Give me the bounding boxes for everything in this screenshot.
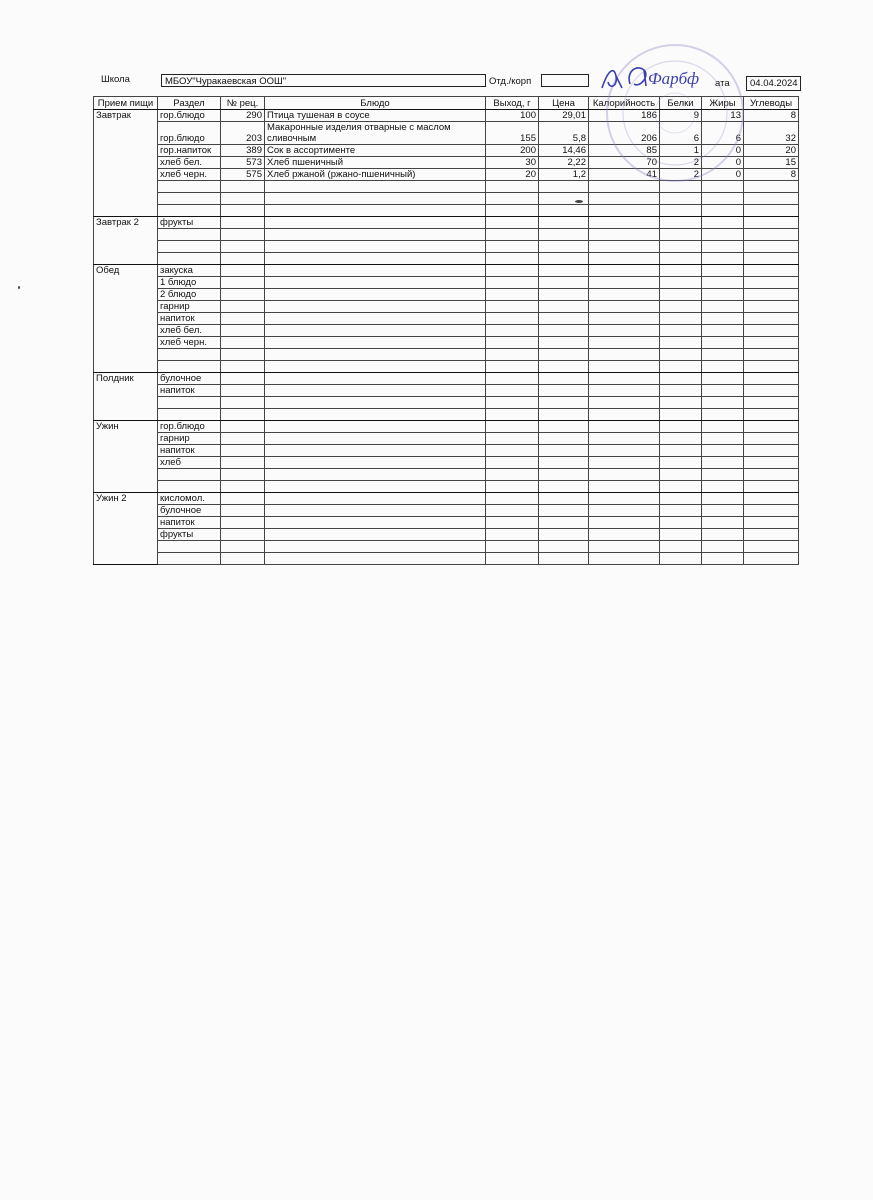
weight-cell: 100 xyxy=(486,110,539,122)
col-meal: Прием пищи xyxy=(94,97,158,110)
carbs-cell: 32 xyxy=(744,122,799,145)
carbs-cell: 15 xyxy=(744,157,799,169)
col-recipe: № рец. xyxy=(221,97,265,110)
table-row xyxy=(94,169,799,181)
table-row xyxy=(94,373,799,385)
table-row xyxy=(94,181,799,193)
dept-field xyxy=(541,74,589,87)
section-cell: булочное xyxy=(158,373,221,385)
table-row xyxy=(94,205,799,217)
col-dish: Блюдо xyxy=(265,97,486,110)
price-cell: 29,01 xyxy=(539,110,589,122)
section-cell: хлеб бел. xyxy=(158,157,221,169)
dish-cell: Макаронные изделия отварные с маслом сливочным xyxy=(265,122,486,145)
section-cell: гор.блюдо xyxy=(158,421,221,433)
table-row xyxy=(94,301,799,313)
table-row xyxy=(94,337,799,349)
table-row xyxy=(94,145,799,157)
signature-text: Фарбф xyxy=(648,69,700,88)
recipe-cell: 389 xyxy=(221,145,265,157)
table-row xyxy=(94,349,799,361)
table-row xyxy=(94,110,799,122)
section-cell: фрукты xyxy=(158,529,221,541)
table-row xyxy=(94,529,799,541)
protein-cell: 9 xyxy=(660,110,702,122)
section-cell: гарнир xyxy=(158,301,221,313)
section-cell: напиток xyxy=(158,445,221,457)
table-row xyxy=(94,493,799,505)
calories-cell: 206 xyxy=(589,122,660,145)
section-cell: напиток xyxy=(158,313,221,325)
calories-cell: 41 xyxy=(589,169,660,181)
calories-cell: 70 xyxy=(589,157,660,169)
fat-cell: 0 xyxy=(702,157,744,169)
section-cell: закуска xyxy=(158,265,221,277)
dish-cell: Сок в ассортименте xyxy=(265,145,486,157)
table-row xyxy=(94,361,799,373)
carbs-cell: 20 xyxy=(744,145,799,157)
table-row xyxy=(94,385,799,397)
section-cell: хлеб черн. xyxy=(158,169,221,181)
date-field: 04.04.2024 xyxy=(746,76,801,91)
dept-label: Отд./корп xyxy=(489,76,532,87)
section-cell: напиток xyxy=(158,517,221,529)
table-row xyxy=(94,469,799,481)
protein-cell: 1 xyxy=(660,145,702,157)
section-cell: фрукты xyxy=(158,217,221,229)
dish-cell: Хлеб ржаной (ржано-пшеничный) xyxy=(265,169,486,181)
section-cell: гор.блюдо xyxy=(158,122,221,145)
section-cell: хлеб xyxy=(158,457,221,469)
ink-smudge xyxy=(575,200,583,203)
section-cell: гор.напиток xyxy=(158,145,221,157)
section-cell: кисломол. xyxy=(158,493,221,505)
table-row xyxy=(94,457,799,469)
table-row xyxy=(94,517,799,529)
meal-lunch: Обед xyxy=(94,265,158,373)
carbs-cell: 8 xyxy=(744,169,799,181)
col-weight: Выход, г xyxy=(486,97,539,110)
col-section: Раздел xyxy=(158,97,221,110)
fat-cell: 6 xyxy=(702,122,744,145)
meal-breakfast: Завтрак xyxy=(94,110,158,217)
scan-dot xyxy=(18,286,20,289)
meal-breakfast-2: Завтрак 2 xyxy=(94,217,158,265)
weight-cell: 200 xyxy=(486,145,539,157)
table-row xyxy=(94,217,799,229)
meal-snack: Полдник xyxy=(94,373,158,421)
signature xyxy=(600,62,720,94)
table-row xyxy=(94,229,799,241)
table-row xyxy=(94,433,799,445)
calories-cell: 85 xyxy=(589,145,660,157)
date-label: ата xyxy=(715,78,730,89)
fat-cell: 13 xyxy=(702,110,744,122)
table-row xyxy=(94,122,799,145)
dish-cell: Хлеб пшеничный xyxy=(265,157,486,169)
table-row xyxy=(94,421,799,433)
section-cell: 2 блюдо xyxy=(158,289,221,301)
col-fat: Жиры xyxy=(702,97,744,110)
weight-cell: 155 xyxy=(486,122,539,145)
section-cell: булочное xyxy=(158,505,221,517)
price-cell: 5,8 xyxy=(539,122,589,145)
protein-cell: 2 xyxy=(660,169,702,181)
school-name-field: МБОУ"Чуракаевская ООШ" xyxy=(161,74,486,87)
table-row xyxy=(94,289,799,301)
table-row xyxy=(94,541,799,553)
table-row xyxy=(94,481,799,493)
table-row xyxy=(94,157,799,169)
table-row xyxy=(94,325,799,337)
recipe-cell: 575 xyxy=(221,169,265,181)
meal-dinner: Ужин xyxy=(94,421,158,493)
menu-table xyxy=(93,96,799,565)
table-row xyxy=(94,241,799,253)
table-row xyxy=(94,505,799,517)
table-row xyxy=(94,253,799,265)
table-row xyxy=(94,193,799,205)
col-carbs: Углеводы xyxy=(744,97,799,110)
section-cell: хлеб бел. xyxy=(158,325,221,337)
recipe-cell: 290 xyxy=(221,110,265,122)
meal-dinner-2: Ужин 2 xyxy=(94,493,158,565)
table-row xyxy=(94,397,799,409)
weight-cell: 20 xyxy=(486,169,539,181)
price-cell: 14,46 xyxy=(539,145,589,157)
price-cell: 1,2 xyxy=(539,169,589,181)
recipe-cell: 203 xyxy=(221,122,265,145)
section-cell: напиток xyxy=(158,385,221,397)
section-cell: гарнир xyxy=(158,433,221,445)
calories-cell: 186 xyxy=(589,110,660,122)
dish-cell: Птица тушеная в соусе xyxy=(265,110,486,122)
table-row xyxy=(94,277,799,289)
section-cell: хлеб черн. xyxy=(158,337,221,349)
table-row xyxy=(94,445,799,457)
recipe-cell: 573 xyxy=(221,157,265,169)
fat-cell: 0 xyxy=(702,145,744,157)
protein-cell: 6 xyxy=(660,122,702,145)
col-price: Цена xyxy=(539,97,589,110)
col-calories: Калорийность xyxy=(589,97,660,110)
table-row xyxy=(94,313,799,325)
table-row xyxy=(94,553,799,565)
section-cell: гор.блюдо xyxy=(158,110,221,122)
price-cell: 2,22 xyxy=(539,157,589,169)
fat-cell: 0 xyxy=(702,169,744,181)
weight-cell: 30 xyxy=(486,157,539,169)
carbs-cell: 8 xyxy=(744,110,799,122)
col-protein: Белки xyxy=(660,97,702,110)
section-cell: 1 блюдо xyxy=(158,277,221,289)
header-row xyxy=(94,97,799,110)
table-row xyxy=(94,409,799,421)
protein-cell: 2 xyxy=(660,157,702,169)
school-label: Школа xyxy=(101,74,130,85)
table-row xyxy=(94,265,799,277)
